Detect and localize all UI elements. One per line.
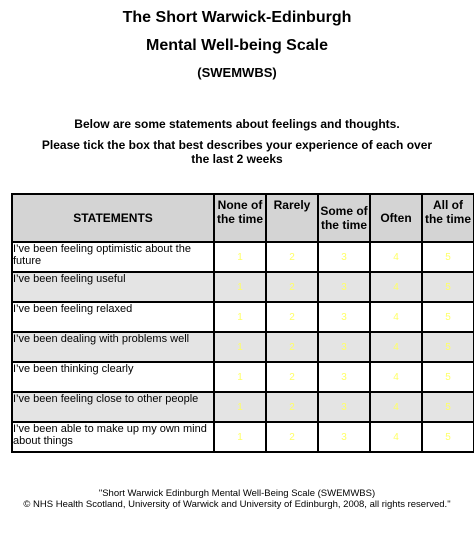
tick-box[interactable]: 3 [318, 302, 370, 332]
tick-box[interactable]: 5 [422, 332, 474, 362]
table-row [12, 362, 474, 392]
table-row [12, 302, 474, 332]
header-often: Often [370, 194, 422, 242]
header-none-of-the-time: None of the time [214, 194, 266, 242]
tick-box[interactable]: 3 [318, 392, 370, 422]
tick-box[interactable]: 4 [370, 392, 422, 422]
tick-box[interactable]: 5 [422, 242, 474, 272]
tick-box[interactable]: 3 [318, 242, 370, 272]
footer-line-1: "Short Warwick Edinburgh Mental Well-Being Scale (SWEMWBS) [98, 488, 376, 499]
tick-box[interactable]: 4 [370, 242, 422, 272]
copyright-footer [20, 488, 454, 510]
tick-box[interactable]: 2 [266, 242, 318, 272]
tick-box[interactable]: 1 [214, 362, 266, 392]
table-row [12, 242, 474, 272]
tick-box[interactable]: 2 [266, 272, 318, 302]
tick-box[interactable]: 5 [422, 422, 474, 452]
title-line-1: The Short Warwick-Edinburgh [122, 9, 352, 26]
tick-box[interactable]: 5 [422, 302, 474, 332]
instruction-line-2: Please tick the box that best describes your experience of each over the last 2 weeks [41, 138, 433, 166]
tick-box[interactable]: 2 [266, 392, 318, 422]
table-row [12, 332, 474, 362]
header-rarely: Rarely [266, 194, 318, 242]
statement-cell: I’ve been feeling relaxed [12, 302, 214, 332]
footer-line-2: © NHS Health Scotland, University of Warwick and University of Edinburgh, 2008, all rights reserved." [23, 499, 451, 510]
header-all-of-the-time: All of the time [422, 194, 474, 242]
statement-cell: I’ve been feeling close to other people [12, 392, 214, 422]
tick-box[interactable]: 1 [214, 332, 266, 362]
statement-cell: I’ve been feeling optimistic about the future [12, 242, 214, 272]
tick-box[interactable]: 1 [214, 422, 266, 452]
tick-box[interactable]: 2 [266, 302, 318, 332]
statement-cell: I’ve been able to make up my own mind about things [12, 422, 214, 452]
header-some-of-the-time: Some of the time [318, 194, 370, 242]
tick-box[interactable]: 4 [370, 362, 422, 392]
tick-box[interactable]: 5 [422, 362, 474, 392]
table-row [12, 422, 474, 452]
tick-box[interactable]: 1 [214, 272, 266, 302]
tick-box[interactable]: 1 [214, 242, 266, 272]
tick-box[interactable]: 4 [370, 302, 422, 332]
scale-acronym: (SWEMWBS) [197, 65, 277, 80]
title-line-2: Mental Well-being Scale [146, 37, 328, 54]
tick-box[interactable]: 3 [318, 272, 370, 302]
tick-box[interactable]: 1 [214, 392, 266, 422]
statement-cell: I’ve been feeling useful [12, 272, 214, 302]
tick-box[interactable]: 4 [370, 422, 422, 452]
tick-box[interactable]: 1 [214, 302, 266, 332]
table-row [12, 392, 474, 422]
tick-box[interactable]: 4 [370, 332, 422, 362]
wellbeing-scale-table [11, 193, 474, 453]
tick-box[interactable]: 5 [422, 272, 474, 302]
table-row [12, 272, 474, 302]
statement-cell: I’ve been thinking clearly [12, 362, 214, 392]
tick-box[interactable]: 4 [370, 272, 422, 302]
instruction-line-1: Below are some statements about feelings and thoughts. [74, 117, 400, 131]
tick-box[interactable]: 2 [266, 422, 318, 452]
tick-box[interactable]: 3 [318, 332, 370, 362]
tick-box[interactable]: 3 [318, 362, 370, 392]
tick-box[interactable]: 3 [318, 422, 370, 452]
table-header-row [12, 194, 474, 242]
tick-box[interactable]: 5 [422, 392, 474, 422]
tick-box[interactable]: 2 [266, 362, 318, 392]
statement-cell: I’ve been dealing with problems well [12, 332, 214, 362]
tick-box[interactable]: 2 [266, 332, 318, 362]
header-statements: STATEMENTS [12, 194, 214, 242]
